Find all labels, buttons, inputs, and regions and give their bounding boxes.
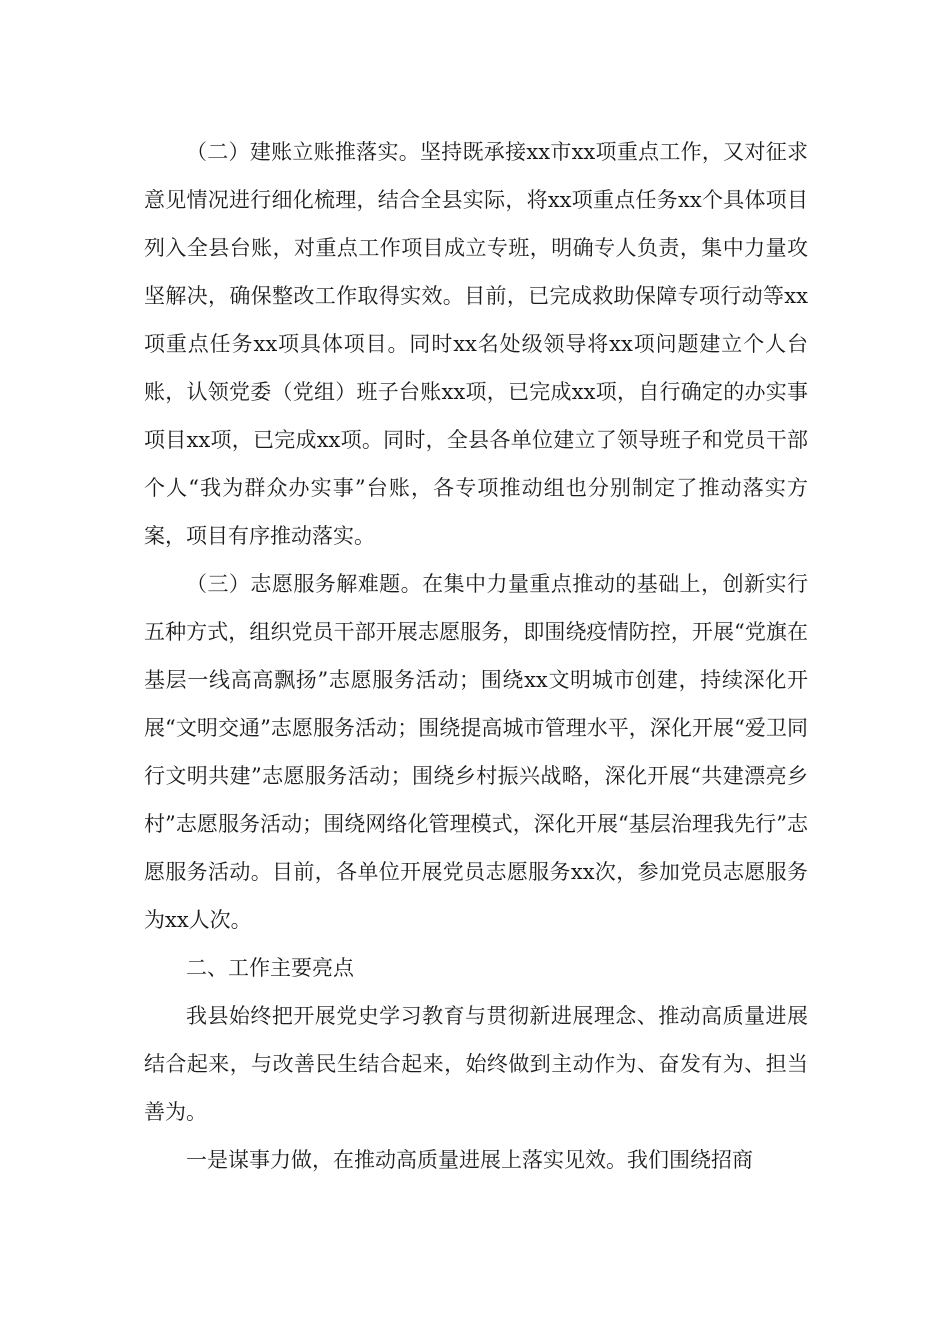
paragraph-account-ledger: （二）建账立账推落实。坚持既承接xx市xx项重点工作，又对征求意见情况进行细化梳理，结合全县实际，将xx项重点任务xx个具体项目列入全县台账，对重点工作项目成立专班，明确专人负责，集中力量攻坚解决，确保整改工作取得实效。目前，已完成救助保障专项行动等xx项重点任务xx项具体项目。同时xx名处级领导将xx项问题建立个人台账，认领党委（党组）班子台账xx项，已完成xx项，自行确定的办实事项目xx项，已完成xx项。同时，全县各单位建立了领导班子和党员干部个人“我为群众办实事”台账，各专项推动组也分别制定了推动落实方案，项目有序推动落实。 — [144, 140, 808, 548]
paragraph-volunteer-service: （三）志愿服务解难题。在集中力量重点推动的基础上，创新实行五种方式，组织党员干部开展志愿服务，即围绕疫情防控，开展“党旗在基层一线高高飘扬”志愿服务活动；围绕xx文明城市创建，持续深化开展“文明交通”志愿服务活动；围绕提高城市管理水平，深化开展“爱卫同行文明共建”志愿服务活动；围绕乡村振兴战略，深化开展“共建漂亮乡村”志愿服务活动；围绕网络化管理模式，深化开展“基层治理我先行”志愿服务活动。目前，各单位开展党员志愿服务xx次，参加党员志愿服务为xx人次。 — [144, 572, 808, 932]
section-heading-highlights: 二、工作主要亮点 — [186, 956, 354, 980]
paragraph-county-summary: 我县始终把开展党史学习教育与贯彻新进展理念、推动高质量进展结合起来，与改善民生结合起来，始终做到主动作为、奋发有为、担当善为。 — [144, 1004, 808, 1124]
document-body — [144, 128, 808, 1184]
paragraph-first-point: 一是谋事力做，在推动高质量进展上落实见效。我们围绕招商 — [186, 1148, 753, 1172]
